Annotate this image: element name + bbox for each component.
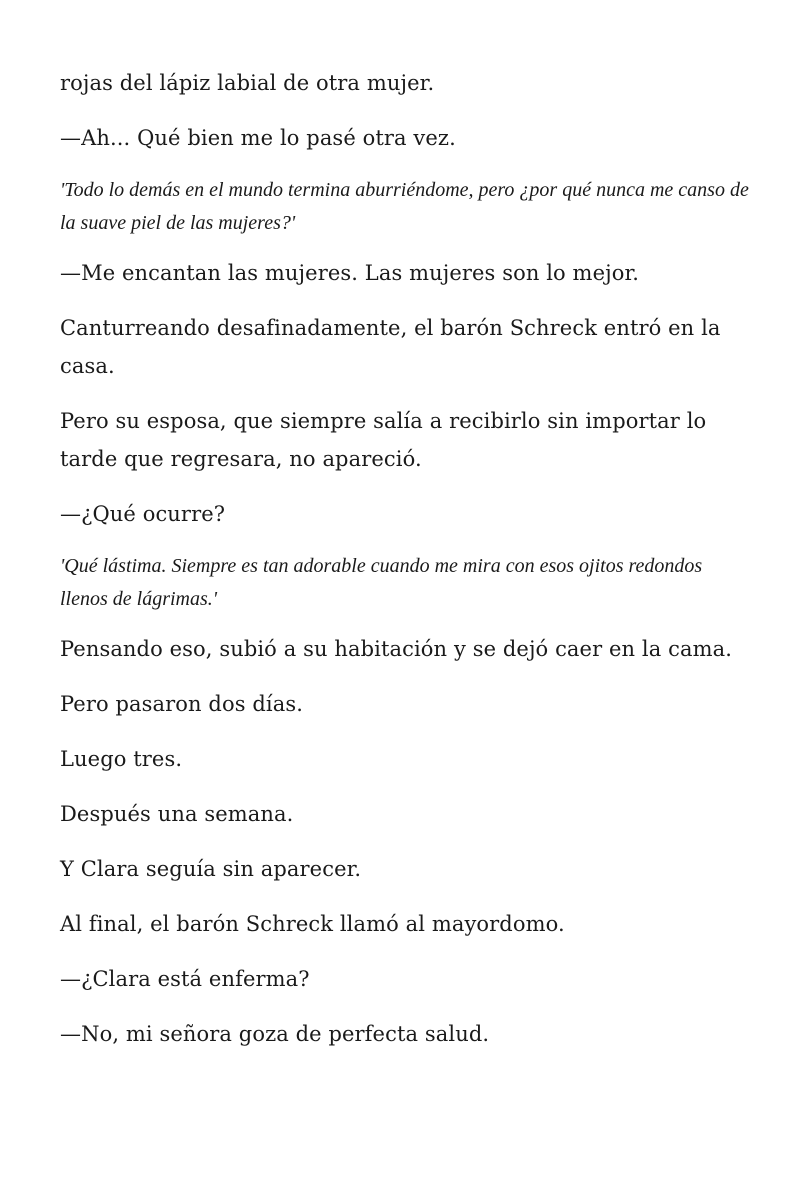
paragraph: rojas del lápiz labial de otra mujer. (60, 71, 435, 95)
dialogue-line: —¿Qué ocurre? (60, 502, 226, 526)
paragraph: Al final, el barón Schreck llamó al mayordomo. (60, 912, 565, 936)
dialogue-line: —Ah... Qué bien me lo pasé otra vez. (60, 126, 456, 150)
paragraph: Pensando eso, subió a su habitación y se dejó caer en la cama. (60, 637, 733, 661)
paragraph: Después una semana. (60, 802, 294, 826)
paragraph: Pero pasaron dos días. (60, 692, 303, 716)
dialogue-line: —¿Clara está enferma? (60, 967, 310, 991)
paragraph: Luego tres. (60, 747, 183, 771)
dialogue-line: —Me encantan las mujeres. Las mujeres son lo mejor. (60, 261, 640, 285)
inner-thought: 'Todo lo demás en el mundo termina aburriéndome, pero ¿por qué nunca me canso de la suave piel de las mujeres?' (60, 179, 749, 234)
dialogue-line: —No, mi señora goza de perfecta salud. (60, 1022, 490, 1046)
document-page (60, 64, 750, 1070)
paragraph: Pero su esposa, que siempre salía a recibirlo sin importar lo tarde que regresara, no apareció. (60, 409, 707, 471)
paragraph: Y Clara seguía sin aparecer. (60, 857, 362, 881)
paragraph: Canturreando desafinadamente, el barón Schreck entró en la casa. (60, 316, 721, 378)
inner-thought: 'Qué lástima. Siempre es tan adorable cuando me mira con esos ojitos redondos llenos de lágrimas.' (60, 555, 703, 610)
